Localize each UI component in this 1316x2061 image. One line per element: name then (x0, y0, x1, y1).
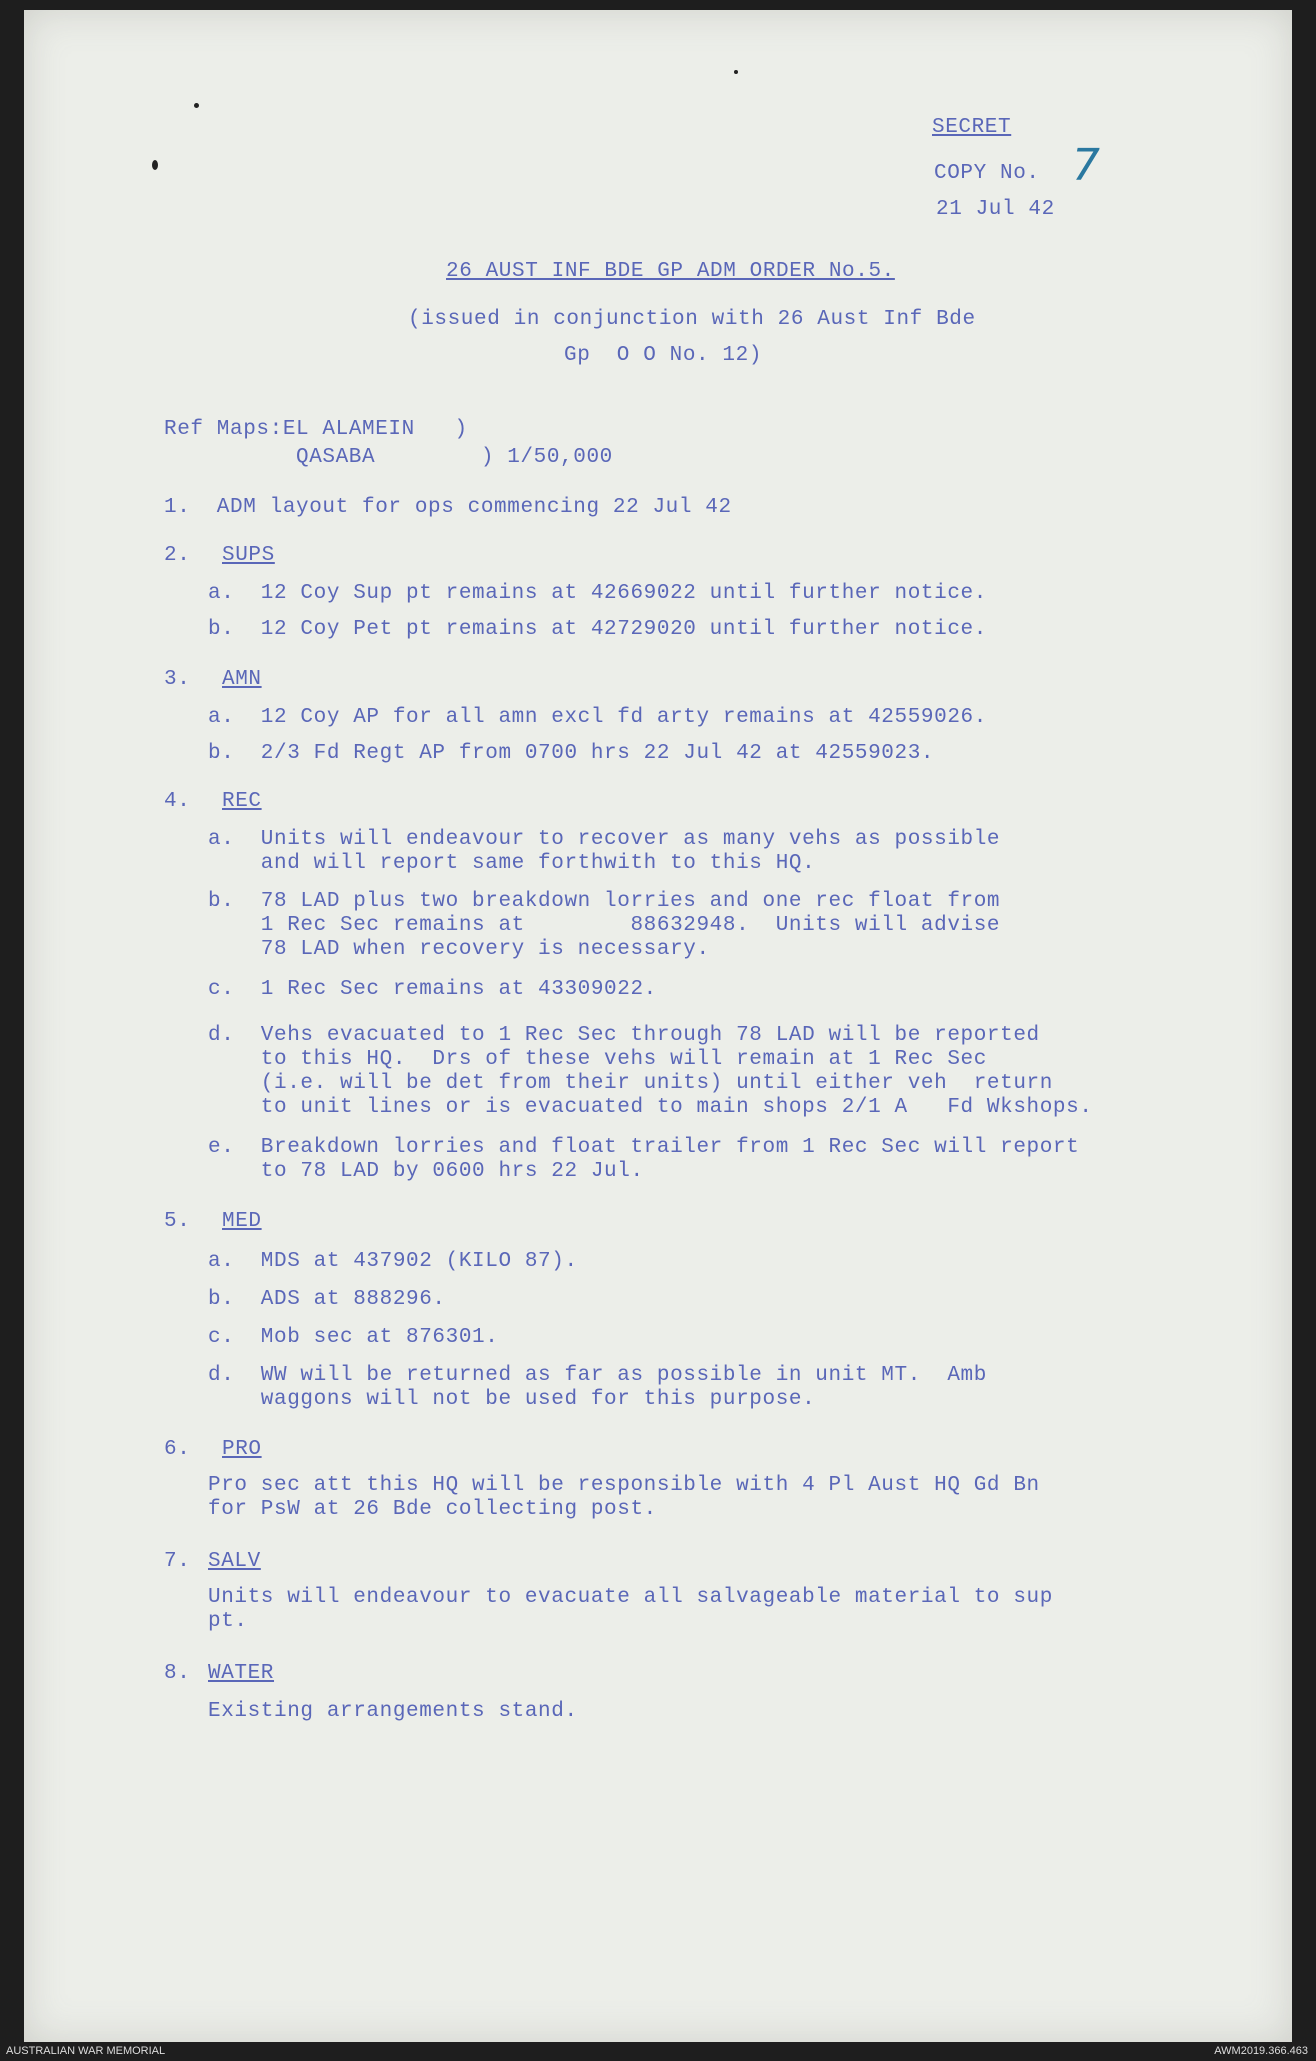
item-7-number: 7. (164, 1550, 191, 1573)
copy-number: 7 (1072, 140, 1101, 191)
document-date: 21 Jul 42 (936, 198, 1055, 221)
item-7-line-2: pt. (208, 1610, 248, 1633)
item-4e-line-2: to 78 LAD by 0600 hrs 22 Jul. (208, 1160, 644, 1183)
item-5a: a. MDS at 437902 (KILO 87). (208, 1250, 578, 1273)
item-5-number: 5. (164, 1210, 191, 1233)
order-title: 26 AUST INF BDE GP ADM ORDER No.5. (446, 260, 895, 283)
item-2-heading: SUPS (222, 544, 275, 567)
item-6-line-2: for PsW at 26 Bde collecting post. (208, 1498, 657, 1521)
item-6-line-1: Pro sec att this HQ will be responsible with 4 Pl Aust HQ Gd Bn (208, 1474, 1040, 1497)
item-4b-line-3: 78 LAD when recovery is necessary. (208, 938, 710, 961)
ref-maps-line-1: Ref Maps:EL ALAMEIN ) (164, 418, 468, 441)
item-5d-line-2: waggons will not be used for this purpose. (208, 1388, 816, 1411)
item-4d-line-3: (i.e. will be det from their units) until either veh return (208, 1072, 1053, 1095)
order-subtitle-2: Gp O O No. 12) (564, 344, 763, 367)
item-4b-line-1: b. 78 LAD plus two breakdown lorries and one rec float from (208, 890, 1001, 913)
item-4d-line-2: to this HQ. Drs of these vehs will remain at 1 Rec Sec (208, 1048, 987, 1071)
item-4-number: 4. (164, 790, 191, 813)
paper-speck (152, 160, 158, 170)
footer-institution: AUSTRALIAN WAR MEMORIAL (6, 2045, 166, 2057)
order-subtitle-1: (issued in conjunction with 26 Aust Inf Bde (408, 308, 976, 331)
item-4b-line-2: 1 Rec Sec remains at 88632948. Units will advise (208, 914, 1001, 937)
footer-reference: AWM2019.366.463 (1214, 2045, 1308, 2057)
item-8-number: 8. (164, 1662, 191, 1685)
item-4c: c. 1 Rec Sec remains at 43309022. (208, 978, 657, 1001)
item-4a-line-2: and will report same forthwith to this HQ. (208, 852, 816, 875)
item-5d-line-1: d. WW will be returned as far as possible in unit MT. Amb (208, 1364, 987, 1387)
item-8-line-1: Existing arrangements stand. (208, 1700, 578, 1723)
item-7-line-1: Units will endeavour to evacuate all salvageable material to sup (208, 1586, 1053, 1609)
item-3-heading: AMN (222, 668, 262, 691)
archive-footer (0, 2041, 1316, 2061)
item-4e-line-1: e. Breakdown lorries and float trailer from 1 Rec Sec will report (208, 1136, 1080, 1159)
item-3a: a. 12 Coy AP for all amn excl fd arty remains at 42559026. (208, 706, 987, 729)
item-3-number: 3. (164, 668, 191, 691)
item-5c: c. Mob sec at 876301. (208, 1326, 499, 1349)
item-5-heading: MED (222, 1210, 262, 1233)
item-7-heading: SALV (208, 1550, 261, 1573)
item-4-heading: REC (222, 790, 262, 813)
classification-label: SECRET (932, 116, 1012, 139)
item-3b: b. 2/3 Fd Regt AP from 0700 hrs 22 Jul 42 at 42559023. (208, 742, 935, 765)
copy-label: COPY No. (934, 162, 1040, 185)
item-4a-line-1: a. Units will endeavour to recover as many vehs as possible (208, 828, 1001, 851)
item-1: 1. ADM layout for ops commencing 22 Jul 42 (164, 496, 732, 519)
ref-maps-line-2: QASABA ) 1/50,000 (296, 446, 613, 469)
item-8-heading: WATER (208, 1662, 275, 1685)
item-6-number: 6. (164, 1438, 191, 1461)
item-4d-line-1: d. Vehs evacuated to 1 Rec Sec through 78 LAD will be reported (208, 1024, 1040, 1047)
item-2b: b. 12 Coy Pet pt remains at 42729020 until further notice. (208, 618, 987, 641)
item-2a: a. 12 Coy Sup pt remains at 42669022 until further notice. (208, 582, 987, 605)
document-page (24, 10, 1292, 2042)
item-6-heading: PRO (222, 1438, 262, 1461)
item-2-number: 2. (164, 544, 191, 567)
paper-speck (734, 70, 738, 74)
item-5b: b. ADS at 888296. (208, 1288, 446, 1311)
item-4d-line-4: to unit lines or is evacuated to main shops 2/1 A Fd Wkshops. (208, 1096, 1093, 1119)
paper-speck (194, 103, 199, 108)
